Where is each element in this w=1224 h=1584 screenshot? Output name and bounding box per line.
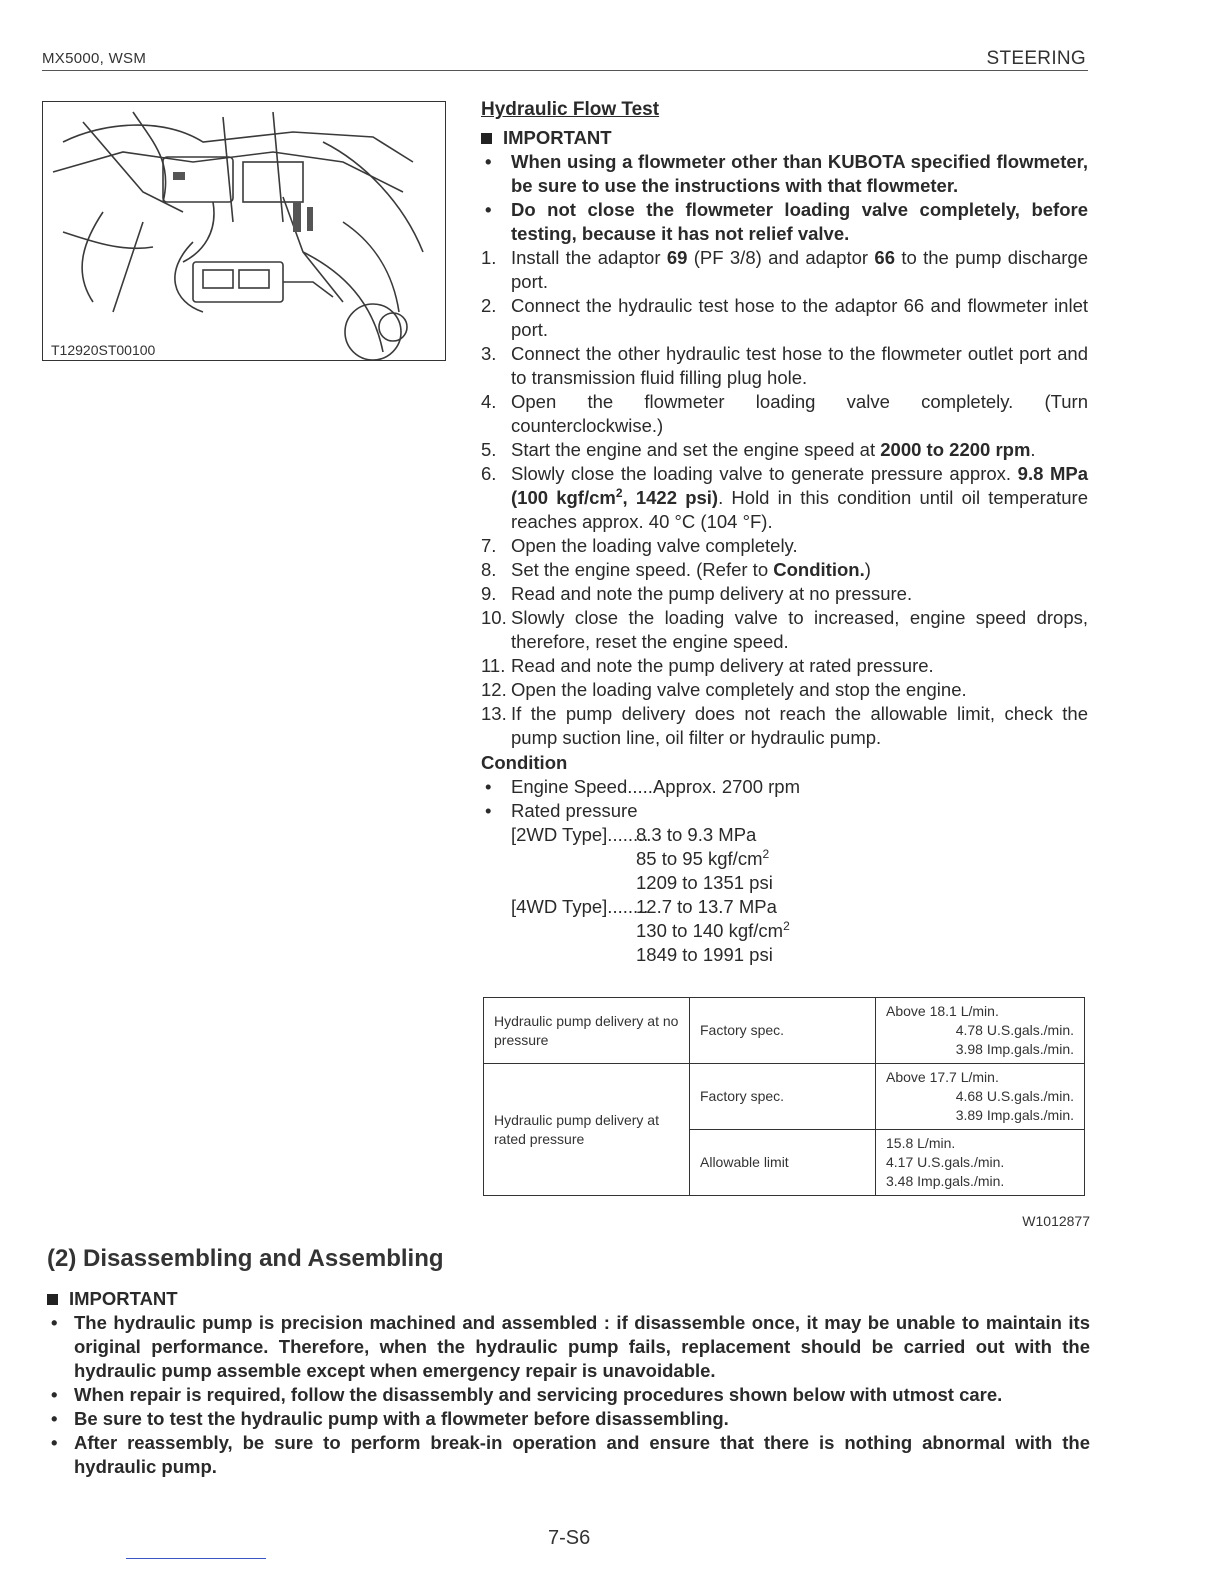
step-number: 4. <box>481 391 497 412</box>
spacer <box>481 847 636 871</box>
spacer <box>481 871 636 895</box>
rated-4wd-mpa: 12.7 to 13.7 MPa <box>636 896 777 917</box>
value-text: 3.98 Imp.gals./min. <box>955 1041 1074 1057</box>
table-cell: Factory spec. <box>690 1064 876 1130</box>
step-text: ) <box>864 559 871 580</box>
table-cell: Factory spec. <box>690 998 876 1064</box>
step-9 <box>481 582 1088 606</box>
important-label: IMPORTANT <box>69 1288 178 1309</box>
document-code: W1012877 <box>1022 1213 1090 1229</box>
table-cell: Hydraulic pump delivery at rated pressure <box>484 1064 690 1196</box>
step-number: 13. <box>481 703 507 724</box>
value-text: 4.78 U.S.gals./min. <box>955 1022 1074 1038</box>
step-4 <box>481 390 1088 438</box>
spacer <box>481 919 636 943</box>
rated-4wd-psi: 1849 to 1991 psi <box>636 944 773 965</box>
rated-2wd-mpa: 8.3 to 9.3 MPa <box>636 824 757 845</box>
important-bullet: • When repair is required, follow the disassembly and servicing procedures shown below with utmost care. <box>47 1383 1090 1407</box>
step-number: 3. <box>481 343 497 364</box>
step-number: 5. <box>481 439 497 460</box>
important-bullet: • After reassembly, be sure to perform break-in operation and ensure that there is nothing abnormal with the hydraulic pump. <box>47 1431 1090 1479</box>
step-13 <box>481 702 1088 750</box>
condition-engine-speed: • Engine Speed.....Approx. 2700 rpm <box>481 775 1088 799</box>
important-bullet: • Be sure to test the hydraulic pump with a flowmeter before disassembling. <box>47 1407 1090 1431</box>
rated-4wd-line <box>481 943 1088 967</box>
step-text: Connect the other hydraulic test hose to the flowmeter outlet port and to transmission fluid filling plug hole. <box>511 343 1088 388</box>
step-10 <box>481 606 1088 654</box>
important-bullet: • Do not close the flowmeter loading valve completely, before testing, because it has not relief valve. <box>481 198 1088 246</box>
page-number: 7-S6 <box>548 1527 591 1549</box>
step-number: 6. <box>481 463 497 484</box>
value-text: 3.48 Imp.gals./min. <box>886 1173 1005 1189</box>
superscript: 2 <box>615 485 623 500</box>
condition-heading: Condition <box>481 752 568 773</box>
step-text: Read and note the pump delivery at no pressure. <box>511 583 913 604</box>
step-bold: 9.8 MPa (100 kgf/cm <box>511 463 1088 508</box>
footer-rule <box>126 1558 266 1559</box>
tractor-flowmeter-illustration <box>43 102 445 360</box>
step-text: Install the adaptor <box>511 247 667 268</box>
step-number: 12. <box>481 679 507 700</box>
step-6 <box>481 462 1088 534</box>
step-text: Open the loading valve completely and stop the engine. <box>511 679 967 700</box>
rated-4wd-label: [4WD Type]........ <box>511 896 649 917</box>
section-title: Hydraulic Flow Test <box>481 99 660 120</box>
value-text: 4.17 U.S.gals./min. <box>886 1154 1005 1170</box>
step-3 <box>481 342 1088 390</box>
step-bold: 2000 to 2200 rpm <box>880 439 1031 460</box>
important-bullet: • The hydraulic pump is precision machined and assembled : if disassemble once, it may be unable to maintain its original performance. Therefore, when the hydraulic pump fails, replacement should be carried out with the hydraulic pump assemble except when emergency repair is unavoidable. <box>47 1311 1090 1383</box>
step-12 <box>481 678 1088 702</box>
step-bold: 66 <box>874 247 895 268</box>
step-number: 9. <box>481 583 497 604</box>
value-text: 4.68 U.S.gals./min. <box>955 1088 1074 1104</box>
step-8 <box>481 558 1088 582</box>
rated-4wd-line <box>481 919 1088 943</box>
step-7 <box>481 534 1088 558</box>
value-text: 3.89 Imp.gals./min. <box>955 1107 1074 1123</box>
table-row <box>484 998 1085 1064</box>
important-heading <box>481 126 1088 150</box>
important-heading <box>47 1287 1090 1311</box>
figure-caption: T12920ST00100 <box>51 342 156 358</box>
value-text: Above 18.1 L/min. <box>886 1003 999 1019</box>
table-cell <box>876 998 1085 1064</box>
step-text: Open the flowmeter loading valve completely. (Turn counterclockwise.) <box>511 391 1088 436</box>
value-text: 15.8 L/min. <box>886 1135 956 1151</box>
step-bold: Condition. <box>773 559 865 580</box>
step-number: 2. <box>481 295 497 316</box>
value-text: Above 17.7 L/min. <box>886 1069 999 1085</box>
section2-body <box>47 1287 1090 1479</box>
step-number: 8. <box>481 559 497 580</box>
step-number: 10. <box>481 607 507 628</box>
rated-2wd-psi: 1209 to 1351 psi <box>636 872 773 893</box>
rated-2wd-kgf <box>636 847 769 871</box>
spacer <box>481 943 636 967</box>
table-row <box>484 1064 1085 1130</box>
table-cell: Hydraulic pump delivery at no pressure <box>484 998 690 1064</box>
header-section-title: STEERING <box>986 48 1086 69</box>
step-bold: , 1422 psi) <box>622 487 719 508</box>
step-number: 7. <box>481 535 497 556</box>
step-2 <box>481 294 1088 342</box>
table-cell <box>876 1064 1085 1130</box>
rated-2wd-line <box>481 847 1088 871</box>
superscript: 2 <box>783 918 790 933</box>
rated-2wd-line <box>481 871 1088 895</box>
hydraulic-test-photo <box>42 101 446 361</box>
step-number: 1. <box>481 247 497 268</box>
step-1 <box>481 246 1088 294</box>
superscript: 2 <box>762 846 770 861</box>
step-text: Open the loading valve completely. <box>511 535 798 556</box>
table-cell <box>876 1130 1085 1196</box>
value-text: 85 to 95 kgf/cm <box>636 848 763 869</box>
step-5 <box>481 438 1088 462</box>
step-text: If the pump delivery does not reach the allowable limit, check the pump suction line, oil filter or hydraulic pump. <box>511 703 1088 748</box>
step-text: Slowly close the loading valve to generate pressure approx. <box>511 463 1018 484</box>
header-rule <box>42 70 1088 71</box>
pump-delivery-spec-table <box>483 997 1085 1196</box>
section2-heading: (2) Disassembling and Assembling <box>47 1245 444 1272</box>
step-text: . Hold in this condition until oil temperature reaches approx. 40 °C (104 °F). <box>511 487 1089 532</box>
value-text: 130 to 140 kgf/cm <box>636 920 784 941</box>
rated-2wd-label: [2WD Type]........ <box>511 824 649 845</box>
step-text: Set the engine speed. (Refer to <box>511 559 774 580</box>
step-11 <box>481 654 1088 678</box>
square-bullet-icon <box>47 1294 58 1305</box>
rated-2wd-line <box>481 823 1088 847</box>
step-text: Start the engine and set the engine speed at <box>511 439 881 460</box>
step-text: (PF 3/8) and adaptor <box>687 247 875 268</box>
step-text: to the pump discharge port. <box>511 247 1088 292</box>
rated-4wd-line <box>481 895 1088 919</box>
step-text: Read and note the pump delivery at rated pressure. <box>511 655 934 676</box>
square-bullet-icon <box>481 133 492 144</box>
rated-4wd-kgf <box>636 919 790 943</box>
header-manual-title: MX5000, WSM <box>42 50 147 67</box>
important-label: IMPORTANT <box>503 127 612 148</box>
step-text: Slowly close the loading valve to increased, engine speed drops, therefore, reset the engine speed. <box>511 607 1088 652</box>
step-text: Connect the hydraulic test hose to the adaptor 66 and flowmeter inlet port. <box>511 295 1088 340</box>
step-bold: 69 <box>666 247 688 268</box>
flow-test-column <box>481 98 1088 967</box>
table-cell: Allowable limit <box>690 1130 876 1196</box>
step-number: 11. <box>481 655 506 676</box>
important-bullet: • When using a flowmeter other than KUBOTA specified flowmeter, be sure to use the instructions with that flowmeter. <box>481 150 1088 198</box>
condition-rated-pressure: • Rated pressure <box>481 799 1088 823</box>
step-text: . <box>1030 439 1036 460</box>
